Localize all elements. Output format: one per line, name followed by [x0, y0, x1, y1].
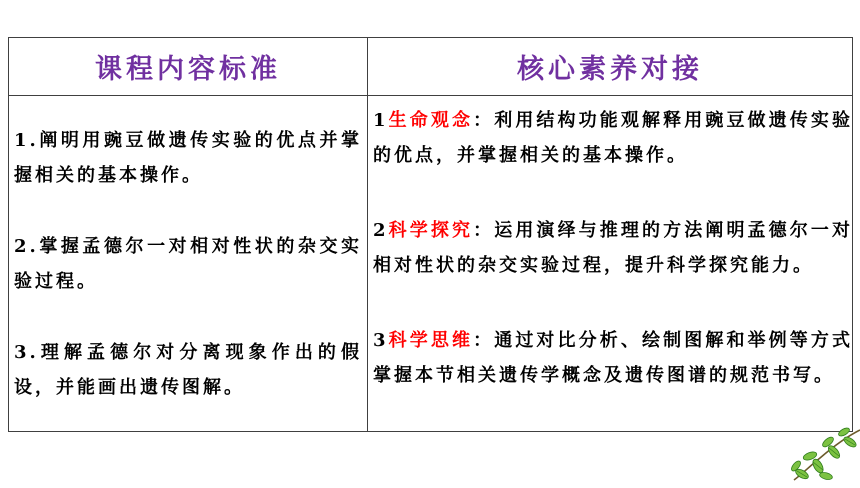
competency-item	[373, 213, 853, 283]
competency-label: 生命观念	[388, 110, 474, 131]
competency-item	[373, 103, 853, 173]
header-course-standard: 课程内容标准	[95, 54, 281, 85]
standards-table	[8, 37, 853, 432]
standard-item: 1.阐明用豌豆做遗传实验的优点并掌握相关的基本操作。	[14, 130, 362, 186]
competency-label: 科学探究	[388, 220, 474, 241]
competency-item	[373, 323, 853, 393]
column-divider	[367, 38, 368, 431]
competency-number: 3	[373, 330, 389, 351]
leaf-sprig-icon	[788, 424, 860, 484]
competency-text: ：利用结构功能观解释用豌豆做遗传实验的优点，并掌握相关的基本操作。	[373, 110, 853, 166]
competency-text: ：运用演绎与推理的方法阐明孟德尔一对相对性状的杂交实验过程，提升科学探究能力。	[373, 220, 853, 276]
competencies-column	[373, 96, 853, 393]
competency-number: 2	[373, 220, 389, 241]
competency-text: ：通过对比分析、绘制图解和举例等方式掌握本节相关遗传学概念及遗传图谱的规范书写。	[373, 330, 853, 386]
standard-item: 2.掌握孟德尔一对相对性状的杂交实验过程。	[14, 236, 362, 292]
header-core-competency: 核心素养对接	[517, 54, 703, 85]
competency-label: 科学思维	[388, 330, 474, 351]
competency-number: 1	[373, 110, 389, 131]
standards-column	[14, 96, 362, 405]
standard-item: 3.理解孟德尔对分离现象作出的假设，并能画出遗传图解。	[14, 342, 362, 398]
